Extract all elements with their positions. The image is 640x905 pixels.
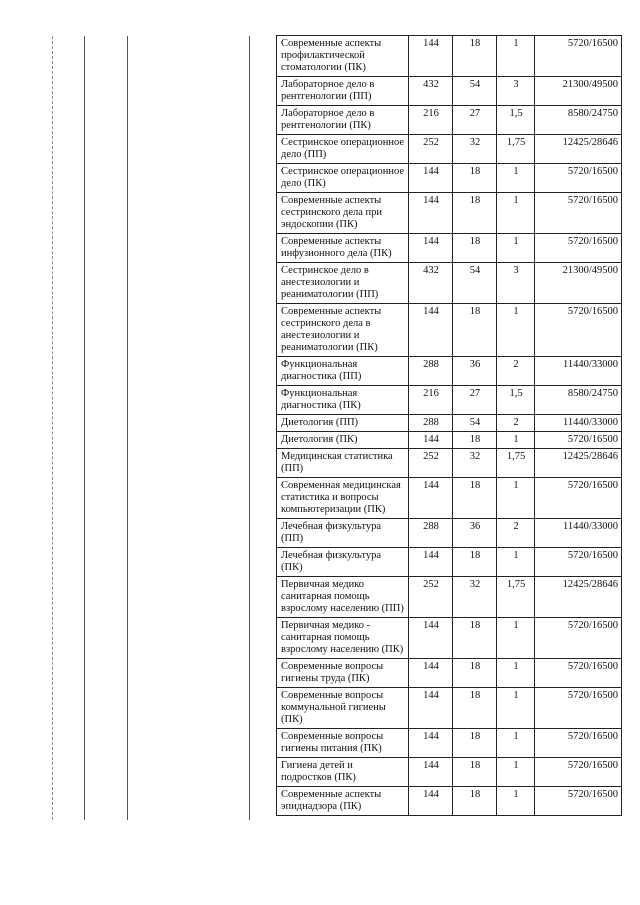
course-name-cell: Первичная медико санитарная помощь взрослому населению (ПП) <box>277 577 409 618</box>
course-name-cell: Лабораторное дело в рентгенологии (ПК) <box>277 106 409 135</box>
table-row <box>277 193 622 234</box>
hours-cell: 288 <box>409 357 453 386</box>
months-cell: 1,5 <box>497 106 535 135</box>
price-cell: 5720/16500 <box>535 548 622 577</box>
table-row <box>277 36 622 77</box>
table-row <box>277 618 622 659</box>
days-cell: 18 <box>453 758 497 787</box>
hours-cell: 432 <box>409 77 453 106</box>
days-cell: 18 <box>453 659 497 688</box>
table-row <box>277 729 622 758</box>
course-name-cell: Функциональная диагностика (ПП) <box>277 357 409 386</box>
days-cell: 18 <box>453 432 497 449</box>
days-cell: 18 <box>453 234 497 263</box>
table-row <box>277 415 622 432</box>
course-name-cell: Современные вопросы гигиены питания (ПК) <box>277 729 409 758</box>
column-rule <box>249 36 250 820</box>
hours-cell: 216 <box>409 106 453 135</box>
course-name-cell: Лабораторное дело в рентгенологии (ПП) <box>277 77 409 106</box>
hours-cell: 288 <box>409 415 453 432</box>
hours-cell: 252 <box>409 577 453 618</box>
table-row <box>277 548 622 577</box>
course-name-cell: Современные аспекты сестринского дела в анестезиологии и реаниматологии (ПК) <box>277 304 409 357</box>
price-cell: 12425/28646 <box>535 577 622 618</box>
price-cell: 5720/16500 <box>535 36 622 77</box>
course-price-table <box>276 35 622 816</box>
hours-cell: 216 <box>409 386 453 415</box>
days-cell: 32 <box>453 577 497 618</box>
price-cell: 8580/24750 <box>535 386 622 415</box>
table-row <box>277 304 622 357</box>
table-row <box>277 106 622 135</box>
course-name-cell: Современные аспекты эпиднадзора (ПК) <box>277 787 409 816</box>
table-row <box>277 77 622 106</box>
price-cell: 11440/33000 <box>535 415 622 432</box>
months-cell: 3 <box>497 77 535 106</box>
hours-cell: 144 <box>409 758 453 787</box>
months-cell: 2 <box>497 415 535 432</box>
months-cell: 1 <box>497 36 535 77</box>
price-cell: 5720/16500 <box>535 304 622 357</box>
table-row <box>277 432 622 449</box>
months-cell: 1 <box>497 478 535 519</box>
months-cell: 1 <box>497 758 535 787</box>
course-name-cell: Современные вопросы гигиены труда (ПК) <box>277 659 409 688</box>
hours-cell: 144 <box>409 659 453 688</box>
price-cell: 8580/24750 <box>535 106 622 135</box>
months-cell: 1 <box>497 234 535 263</box>
days-cell: 36 <box>453 519 497 548</box>
price-cell: 12425/28646 <box>535 449 622 478</box>
months-cell: 1,75 <box>497 449 535 478</box>
months-cell: 1 <box>497 304 535 357</box>
days-cell: 18 <box>453 787 497 816</box>
hours-cell: 144 <box>409 478 453 519</box>
price-cell: 11440/33000 <box>535 519 622 548</box>
price-cell: 5720/16500 <box>535 688 622 729</box>
hours-cell: 144 <box>409 618 453 659</box>
column-rule <box>84 36 85 820</box>
hours-cell: 144 <box>409 193 453 234</box>
months-cell: 2 <box>497 519 535 548</box>
price-cell: 5720/16500 <box>535 729 622 758</box>
column-rule <box>127 36 128 820</box>
course-name-cell: Лечебная физкультура (ПП) <box>277 519 409 548</box>
days-cell: 54 <box>453 415 497 432</box>
table-row <box>277 449 622 478</box>
days-cell: 32 <box>453 449 497 478</box>
months-cell: 1 <box>497 787 535 816</box>
days-cell: 18 <box>453 193 497 234</box>
hours-cell: 144 <box>409 688 453 729</box>
price-cell: 5720/16500 <box>535 758 622 787</box>
table-row <box>277 135 622 164</box>
price-cell: 5720/16500 <box>535 432 622 449</box>
table-row <box>277 357 622 386</box>
days-cell: 18 <box>453 478 497 519</box>
hours-cell: 252 <box>409 449 453 478</box>
months-cell: 1 <box>497 193 535 234</box>
hours-cell: 144 <box>409 304 453 357</box>
price-cell: 5720/16500 <box>535 164 622 193</box>
days-cell: 18 <box>453 304 497 357</box>
price-cell: 5720/16500 <box>535 193 622 234</box>
days-cell: 54 <box>453 263 497 304</box>
table-row <box>277 758 622 787</box>
course-name-cell: Сестринское операционное дело (ПК) <box>277 164 409 193</box>
course-name-cell: Первичная медико - санитарная помощь взрослому населению (ПК) <box>277 618 409 659</box>
price-cell: 21300/49500 <box>535 263 622 304</box>
course-name-cell: Сестринское операционное дело (ПП) <box>277 135 409 164</box>
months-cell: 1 <box>497 659 535 688</box>
course-name-cell: Современные аспекты сестринского дела при эндоскопии (ПК) <box>277 193 409 234</box>
left-column-rule <box>52 36 53 820</box>
hours-cell: 144 <box>409 234 453 263</box>
course-name-cell: Сестринское дело в анестезиологии и реаниматологии (ПП) <box>277 263 409 304</box>
table-row <box>277 386 622 415</box>
hours-cell: 144 <box>409 729 453 758</box>
days-cell: 18 <box>453 36 497 77</box>
days-cell: 18 <box>453 688 497 729</box>
course-name-cell: Диетология (ПК) <box>277 432 409 449</box>
table-row <box>277 519 622 548</box>
months-cell: 1 <box>497 729 535 758</box>
price-cell: 11440/33000 <box>535 357 622 386</box>
hours-cell: 144 <box>409 548 453 577</box>
days-cell: 27 <box>453 386 497 415</box>
hours-cell: 144 <box>409 432 453 449</box>
course-name-cell: Современная медицинская статистика и вопросы компьютеризации (ПК) <box>277 478 409 519</box>
months-cell: 1 <box>497 164 535 193</box>
months-cell: 1,5 <box>497 386 535 415</box>
months-cell: 1 <box>497 548 535 577</box>
table-row <box>277 577 622 618</box>
course-name-cell: Гигиена детей и подростков (ПК) <box>277 758 409 787</box>
table-row <box>277 688 622 729</box>
table-row <box>277 787 622 816</box>
course-name-cell: Функциональная диагностика (ПК) <box>277 386 409 415</box>
hours-cell: 144 <box>409 787 453 816</box>
days-cell: 36 <box>453 357 497 386</box>
price-cell: 5720/16500 <box>535 618 622 659</box>
hours-cell: 252 <box>409 135 453 164</box>
price-cell: 5720/16500 <box>535 659 622 688</box>
table-row <box>277 234 622 263</box>
price-cell: 5720/16500 <box>535 787 622 816</box>
table-row <box>277 659 622 688</box>
months-cell: 1 <box>497 618 535 659</box>
months-cell: 2 <box>497 357 535 386</box>
days-cell: 54 <box>453 77 497 106</box>
price-cell: 5720/16500 <box>535 234 622 263</box>
course-name-cell: Лечебная физкультура (ПК) <box>277 548 409 577</box>
months-cell: 1 <box>497 432 535 449</box>
course-name-cell: Современные вопросы коммунальной гигиены (ПК) <box>277 688 409 729</box>
table-row <box>277 263 622 304</box>
price-cell: 12425/28646 <box>535 135 622 164</box>
table-row <box>277 478 622 519</box>
days-cell: 32 <box>453 135 497 164</box>
days-cell: 27 <box>453 106 497 135</box>
hours-cell: 288 <box>409 519 453 548</box>
price-cell: 5720/16500 <box>535 478 622 519</box>
course-name-cell: Медицинская статистика (ПП) <box>277 449 409 478</box>
hours-cell: 144 <box>409 36 453 77</box>
hours-cell: 144 <box>409 164 453 193</box>
months-cell: 1,75 <box>497 577 535 618</box>
months-cell: 1,75 <box>497 135 535 164</box>
days-cell: 18 <box>453 164 497 193</box>
hours-cell: 432 <box>409 263 453 304</box>
course-name-cell: Современные аспекты профилактической стоматологии (ПК) <box>277 36 409 77</box>
days-cell: 18 <box>453 618 497 659</box>
days-cell: 18 <box>453 729 497 758</box>
months-cell: 3 <box>497 263 535 304</box>
table-row <box>277 164 622 193</box>
days-cell: 18 <box>453 548 497 577</box>
course-name-cell: Диетология (ПП) <box>277 415 409 432</box>
course-name-cell: Современные аспекты инфузионного дела (ПК) <box>277 234 409 263</box>
months-cell: 1 <box>497 688 535 729</box>
price-cell: 21300/49500 <box>535 77 622 106</box>
